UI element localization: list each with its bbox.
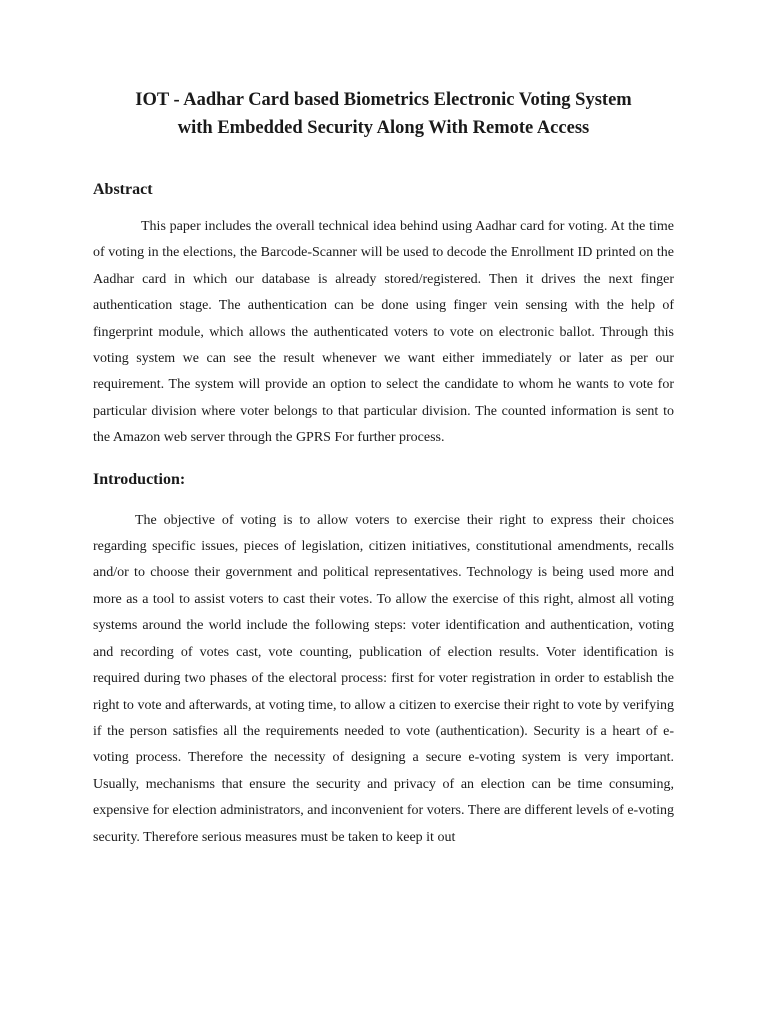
abstract-heading: Abstract — [93, 181, 153, 198]
paper-title — [93, 86, 674, 142]
paper-title-line-2: with Embedded Security Along With Remote Access — [177, 118, 590, 138]
introduction-paragraph: The objective of voting is to allow voters to exercise their right to express their choices regarding specific issues, pieces of legislation, citizen initiatives, constitutional amendments, recalls and/or to choose their government and political representatives. Technology is being used more and more as a tool to assist voters to cast their votes. To allow the exercise of this right, almost all voting systems around the world include the following steps: voter identification and authentication, voting and recording of votes cast, vote counting, publication of election results. Voter identification is required during two phases of the electoral process: first for voter registration in order to establish the right to vote and afterwards, at voting time, to allow a citizen to exercise their right to vote by verifying if the person satisfies all the requirements needed to vote (authentication). Security is a heart of e-voting process. Therefore the necessity of designing a secure e-voting system is very important. Usually, mechanisms that ensure the security and privacy of an election can be time consuming, expensive for election administrators, and inconvenient for voters. There are different levels of e-voting security. Therefore serious measures must be taken to keep it out — [93, 512, 674, 845]
introduction-heading: Introduction: — [93, 470, 186, 488]
paper-title-line-1: IOT - Aadhar Card based Biometrics Electronic Voting System — [135, 90, 632, 110]
abstract-paragraph: This paper includes the overall technical idea behind using Aadhar card for voting. At the time of voting in the elections, the Barcode-Scanner will be used to decode the Enrollment ID printed on the Aadhar card in which our database is already stored/registered. Then it drives the next finger authentication stage. The authentication can be done using finger vein sensing with the help of fingerprint module, which allows the authenticated voters to vote on electronic ballot. Through this voting system we can see the result whenever we want either immediately or later as per our requirement. The system will provide an option to select the candidate to whom he wants to vote for particular division where voter belongs to that particular division. The counted information is sent to the Amazon web server through the GPRS For further process. — [93, 219, 674, 446]
paper-page — [93, 86, 674, 851]
